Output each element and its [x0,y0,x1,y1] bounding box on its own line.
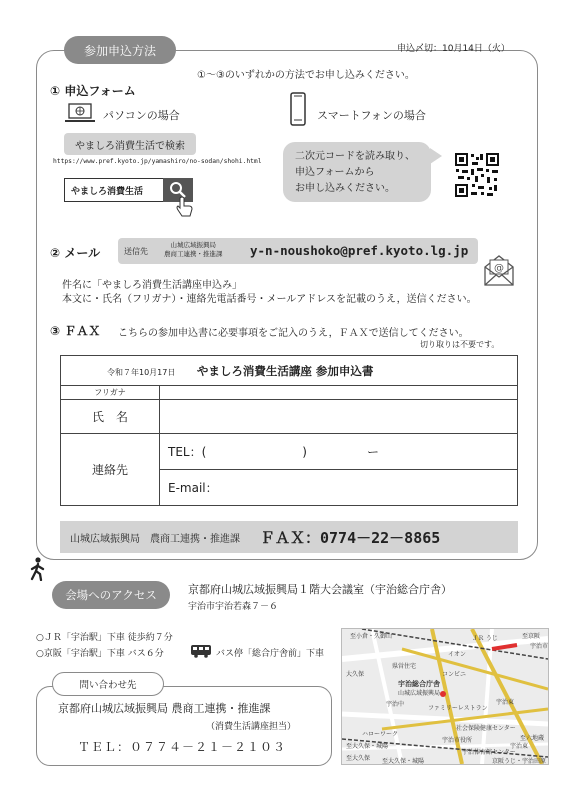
access-map[interactable] [341,628,549,765]
pc-label: パソコンの場合 [103,109,180,122]
map-label: コンビニ [442,671,467,678]
fax-description: こちらの参加申込書に必要事項をご記入のうえ，ＦＡＸで送信してください。 [118,328,469,339]
walking-person-icon [28,557,46,581]
dest-org-line: 山城広域振興局 [170,241,216,249]
map-label: 県営住宅 [392,663,417,670]
qr-bubble-line: 二次元コードを読み取り、 [295,151,415,162]
name-label: 氏 名 [61,400,160,434]
fax-org: 山城広域振興局 農商工連携・推進課 [70,533,240,545]
form-url[interactable]: https://www.pref.kyoto.jp/yamashiro/no-sodan/shohi.html [53,158,262,165]
bubble-tail [430,148,442,164]
contact-sub: （消費生活講座担当） [206,722,297,732]
search-hint: やましろ消費生活で検索 [64,133,196,155]
application-form [60,355,518,506]
map-label: 至大久保 [346,755,371,762]
method1-heading: ① 申込フォーム [50,84,136,98]
name-field[interactable] [160,400,518,434]
mail-note-subject: 件名に「やましろ消費生活講座申込み」 [62,280,242,291]
qr-bubble-line: お申し込みください。 [295,183,395,194]
contact-title: 問い合わせ先 [52,672,164,696]
form-title: やましろ消費生活講座 参加申込書 [196,363,374,378]
route-keihan: ○京阪「宇治駅」下車 バス６分 [36,649,164,659]
map-label: 宇治市役所 [442,737,473,744]
email-box [118,238,478,264]
map-label: 至大久保・城陽 [346,743,389,750]
section-title: 参加申込方法 [64,36,176,64]
contact-tel: ＴＥＬ：０７７４－２１－２１０３ [78,740,287,754]
venue-address: 宇治市宇治若森７－６ [188,602,279,612]
map-label: 至京阪 [522,633,541,640]
mail-note-body: 本文に・氏名（フリガナ）・連絡先電話番号・メールアドレスを記載のうえ，送信ください。 [62,294,477,305]
qr-bubble-line: 申込フォームから [295,167,375,178]
map-label: ＪＲ うじ [472,635,498,642]
map-label: 至小倉・久御山 [350,633,393,640]
map-label: 宇治総合庁舎 [398,680,440,688]
fax-number: ＦＡＸ：0774－22－8865 [260,528,441,547]
dest-label: 送信先 [124,247,148,256]
mail-icon [484,254,514,286]
dest-org [164,241,223,259]
method3-heading: ③ ＦＡＸ [50,324,101,338]
map-label: ハローワーク [362,731,399,738]
map-label: 社会保険健康センター [456,725,516,732]
furigana-label: フリガナ [61,386,160,400]
tel-field[interactable]: TEL：( ) ー [160,434,518,470]
deadline: 申込〆切：10月14日（火） [397,44,510,54]
map-label: 山城広域振興局 [398,690,441,697]
sp-label: スマートフォンの場合 [317,109,426,122]
bus-icon [190,644,212,658]
qr-code-icon[interactable] [454,152,500,198]
map-label: ファミリーレストラン [428,705,488,712]
form-header [61,356,518,386]
map-label: 至六地蔵 [520,735,545,742]
map-label: 至大久保・城陽 [382,758,425,765]
venue-name: 京都府山城広域振興局１階大会議室（宇治総合庁舎） [188,583,452,596]
map-label: 宇治中 [386,701,405,708]
bus-stop: バス停「総合庁舎前」下車 [216,649,325,659]
map-label: 大久保 [346,671,365,678]
map-label: 京阪うじ・宇治田原 [492,758,547,765]
smartphone-icon [290,92,306,126]
access-title: 会場へのアクセス [52,581,170,609]
map-label: 宇治東 [510,743,529,750]
form-date: 令和７年10月17日 [107,367,176,377]
route-jr: ○ＪＲ「宇治駅」下車 徒歩約７分 [36,633,173,643]
map-label: 宇治東 [496,699,515,706]
qr-bubble [283,142,431,202]
dest-org-line: 農商工連携・推進課 [164,250,223,258]
svg-text:@: @ [494,263,504,274]
email-field[interactable]: E-mail： [160,470,518,506]
email-address[interactable]: y-n-noushoko@pref.kyoto.lg.jp [250,243,469,258]
furigana-field[interactable] [160,386,518,400]
contact-org: 京都府山城広域振興局 農商工連携・推進課 [58,702,271,715]
pointer-hand-icon [174,196,194,218]
fax-bar [60,521,518,553]
laptop-icon [65,103,95,123]
fax-note: 切り取りは不要です。 [420,340,500,349]
contact-label: 連絡先 [61,434,160,506]
map-label: 宇治体育館センター [462,749,516,756]
method2-heading: ② メール [50,246,101,260]
map-label: 宇治市 [530,643,549,650]
intro-text: ①～③のいずれかの方法でお申し込みください。 [197,70,415,81]
map-label: イオン [448,651,466,658]
search-box[interactable]: やましろ消費生活 [64,178,164,202]
